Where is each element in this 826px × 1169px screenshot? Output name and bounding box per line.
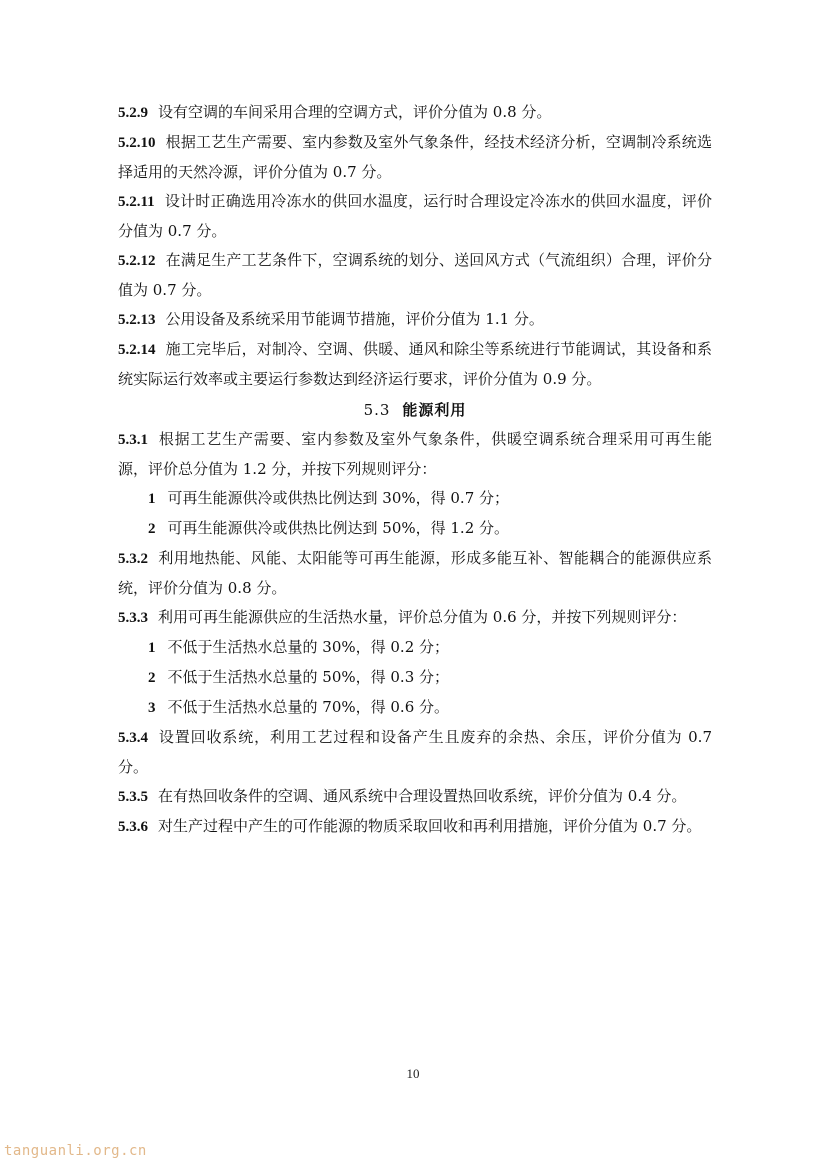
list-item-number: 2: [148, 670, 156, 686]
clause-number: 5.2.14: [118, 342, 156, 358]
clause-5-2-14: [118, 335, 712, 394]
clause-text: 根据工艺生产需要、室内参数及室外气象条件，供暖空调系统合理采用可再生能源，评价总分值为 1.2 分，并按下列规则评分：: [118, 430, 712, 478]
section-heading: [118, 396, 712, 425]
clause-number: 5.3.6: [118, 819, 148, 835]
watermark: tanguanli.org.cn: [4, 1143, 147, 1159]
clause-number: 5.3.1: [118, 432, 148, 448]
list-item: [118, 693, 712, 723]
section-title: 能源利用: [402, 401, 467, 419]
clause-5-2-9: [118, 98, 712, 128]
list-item-number: 1: [148, 491, 156, 507]
clause-5-3-2: [118, 544, 712, 603]
clause-5-3-3: [118, 603, 712, 633]
clause-number: 5.3.4: [118, 730, 148, 746]
list-item-text: 可再生能源供冷或供热比例达到 30%，得 0.7 分；: [167, 489, 510, 507]
clause-number: 5.2.9: [118, 105, 148, 121]
clause-text: 在满足生产工艺条件下，空调系统的划分、送回风方式（气流组织）合理，评价分值为 0.7 分。: [118, 251, 712, 299]
list-item: [118, 514, 712, 544]
list-item-number: 3: [148, 700, 156, 716]
clause-text: 设置回收系统，利用工艺过程和设备产生且废弃的余热、余压，评价分值为 0.7 分。: [118, 728, 712, 776]
clause-number: 5.3.5: [118, 789, 148, 805]
clause-number: 5.2.12: [118, 253, 156, 269]
list-item-number: 1: [148, 640, 156, 656]
clause-text: 在有热回收条件的空调、通风系统中合理设置热回收系统，评价分值为 0.4 分。: [158, 787, 687, 805]
clause-5-3-6: [118, 812, 712, 842]
clause-text: 根据工艺生产需要、室内参数及室外气象条件，经技术经济分析，空调制冷系统选择适用的天然冷源，评价分值为 0.7 分。: [118, 133, 712, 181]
clause-number: 5.2.10: [118, 135, 156, 151]
clause-text: 设计时正确选用冷冻水的供回水温度，运行时合理设定冷冻水的供回水温度，评价分值为 0.7 分。: [118, 192, 712, 240]
page-number: 10: [406, 1066, 420, 1081]
clause-5-2-13: [118, 305, 712, 335]
clause-5-2-11: [118, 187, 712, 246]
list-item: [118, 663, 712, 693]
clause-5-2-12: [118, 246, 712, 305]
list-item: [118, 633, 712, 663]
list-item-number: 2: [148, 521, 156, 537]
clause-number: 5.3.3: [118, 610, 148, 626]
section-number: 5.3: [363, 401, 391, 419]
clause-number: 5.2.11: [118, 194, 155, 210]
clause-5-3-1: [118, 425, 712, 484]
clause-text: 设有空调的车间采用合理的空调方式，评价分值为 0.8 分。: [158, 103, 552, 121]
clause-text: 施工完毕后，对制冷、空调、供暖、通风和除尘等系统进行节能调试，其设备和系统实际运行效率或主要运行参数达到经济运行要求，评价分值为 0.9 分。: [118, 340, 712, 388]
clause-text: 利用地热能、风能、太阳能等可再生能源，形成多能互补、智能耦合的能源供应系统，评价分值为 0.8 分。: [118, 549, 712, 597]
clause-5-3-5: [118, 782, 712, 812]
list-item-text: 可再生能源供冷或供热比例达到 50%，得 1.2 分。: [167, 519, 510, 537]
clause-number: 5.2.13: [118, 312, 156, 328]
clause-number: 5.3.2: [118, 551, 148, 567]
clause-text: 公用设备及系统采用节能调节措施，评价分值为 1.1 分。: [165, 310, 544, 328]
list-item-text: 不低于生活热水总量的 50%，得 0.3 分；: [167, 668, 450, 686]
page-content: [118, 98, 712, 842]
list-item-text: 不低于生活热水总量的 30%，得 0.2 分；: [167, 638, 450, 656]
list-item-text: 不低于生活热水总量的 70%，得 0.6 分。: [167, 698, 450, 716]
clause-text: 利用可再生能源供应的生活热水量，评价总分值为 0.6 分，并按下列规则评分：: [158, 608, 687, 626]
clause-5-3-4: [118, 723, 712, 782]
clause-5-2-10: [118, 128, 712, 187]
clause-text: 对生产过程中产生的可作能源的物质采取回收和再利用措施，评价分值为 0.7 分。: [158, 817, 702, 835]
list-item: [118, 484, 712, 514]
